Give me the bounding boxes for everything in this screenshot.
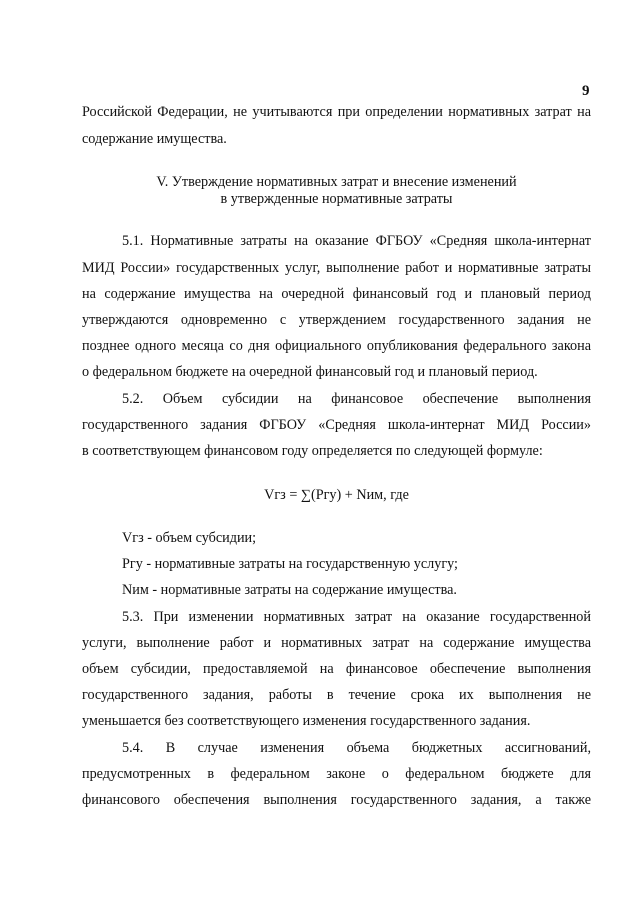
definition-item: Vгз - объем субсидии; <box>122 530 257 546</box>
paragraph-line: уменьшается без соответствующего изменения государственного задания. <box>82 713 531 729</box>
page-number: 9 <box>582 83 590 99</box>
paragraph-line: объем субсидии, предоставляемой на финансовое обеспечение выполнения <box>82 661 591 677</box>
definition-item: Pгу - нормативные затраты на государственную услугу; <box>122 556 459 572</box>
paragraph-line: МИД России» государственных услуг, выполнение работ и нормативные затраты <box>82 260 591 276</box>
section-heading: в утвержденные нормативные затраты <box>220 191 453 207</box>
paragraph-line: на содержание имущества на очередной финансовый год и плановый период <box>82 286 591 302</box>
formula: Vгз = ∑(Pгу) + Nим, где <box>264 487 409 503</box>
paragraph-line: услуги, выполнение работ и нормативных затрат на содержание имущества <box>82 635 591 651</box>
paragraph-line: утверждаются одновременно с утверждением государственного задания не <box>82 312 591 328</box>
paragraph-line: государственного задания, работы в течение срока их выполнения не <box>82 687 591 703</box>
paragraph-line: о федеральном бюджете на очередной финансовый год и плановый период. <box>82 364 538 380</box>
text-line: Российской Федерации, не учитываются при определении нормативных затрат на <box>82 104 591 120</box>
paragraph-line: предусмотренных в федеральном законе о федеральном бюджете для <box>82 766 591 782</box>
paragraph-line: 5.2. Объем субсидии на финансовое обеспечение выполнения <box>122 391 591 407</box>
paragraph-line: 5.3. При изменении нормативных затрат на оказание государственной <box>122 609 591 625</box>
paragraph-line: 5.4. В случае изменения объема бюджетных ассигнований, <box>122 740 591 756</box>
paragraph-line: 5.1. Нормативные затраты на оказание ФГБОУ «Средняя школа-интернат <box>122 233 591 249</box>
paragraph-line: финансового обеспечения выполнения государственного задания, а также <box>82 792 591 808</box>
text-line: содержание имущества. <box>82 131 227 147</box>
paragraph-line: государственного задания ФГБОУ «Средняя школа-интернат МИД России» <box>82 417 591 433</box>
definition-item: Nим - нормативные затраты на содержание имущества. <box>122 582 457 598</box>
paragraph-line: позднее одного месяца со дня официального опубликования федерального закона <box>82 338 591 354</box>
paragraph-line: в соответствующем финансовом году определяется по следующей формуле: <box>82 443 543 459</box>
section-heading: V. Утверждение нормативных затрат и внесение изменений <box>156 174 517 190</box>
